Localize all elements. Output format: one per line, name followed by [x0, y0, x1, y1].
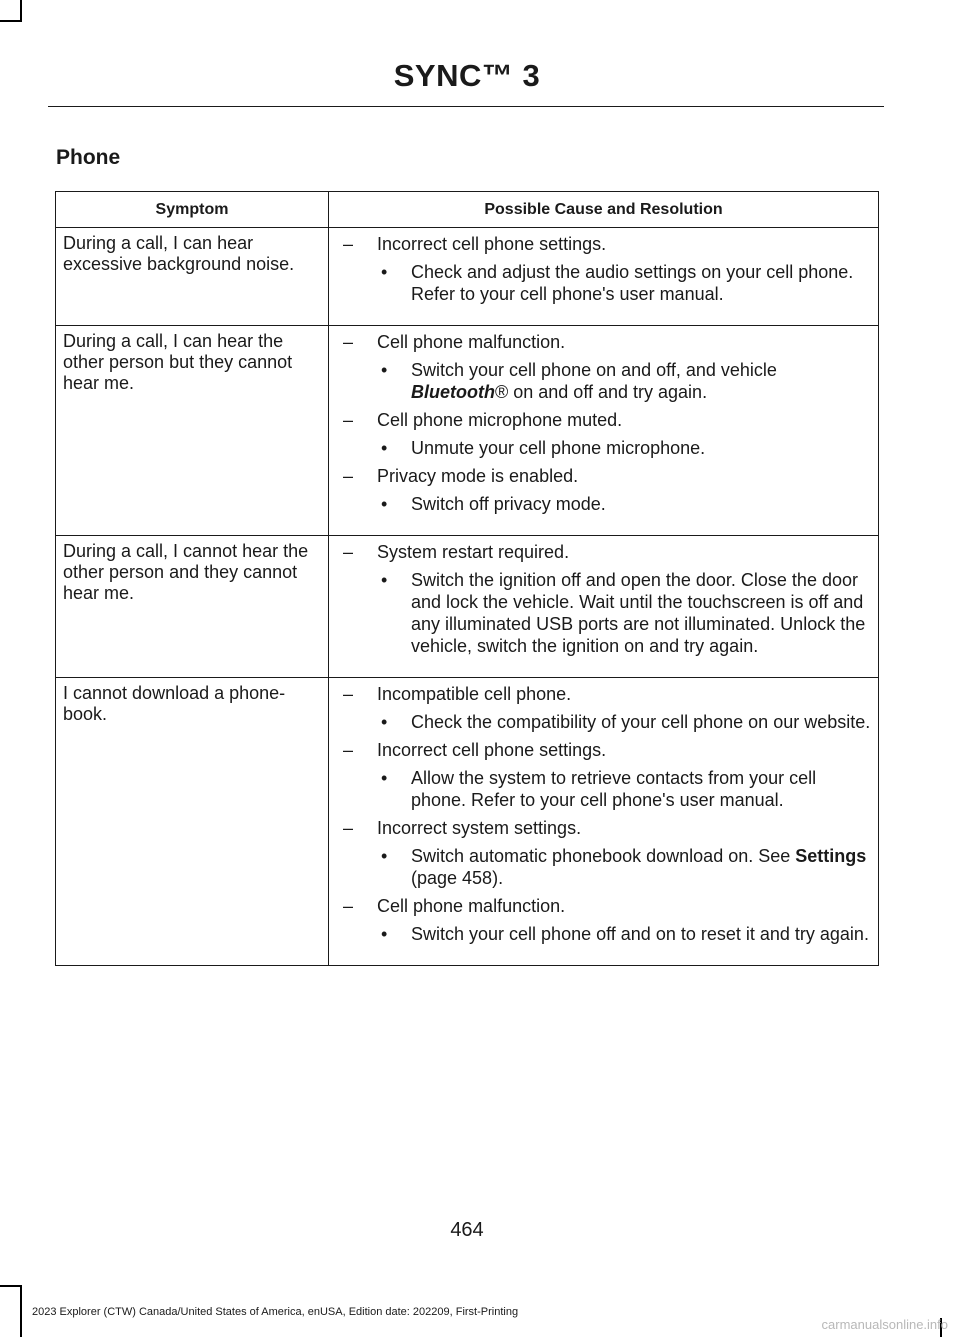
- troubleshooting-table: [55, 191, 879, 966]
- resolution-text: Unmute your cell phone microphone.: [411, 438, 706, 458]
- dash-marker: –: [343, 740, 354, 760]
- resolution-text: [411, 359, 872, 403]
- cause-cell: [329, 536, 879, 678]
- bluetooth-term: Bluetooth: [411, 382, 495, 402]
- dash-marker: –: [343, 542, 354, 562]
- resolution-item: [377, 711, 872, 733]
- table-row: [56, 228, 879, 326]
- column-header-symptom: Symptom: [56, 192, 329, 228]
- resolution-text-post: ® on and off and try again.: [494, 382, 708, 402]
- symptom-cell: During a call, I can hear the other person but they cannot hear me.: [56, 326, 329, 536]
- dash-marker: –: [343, 234, 354, 254]
- cause-item: [343, 817, 872, 839]
- resolution-text: Allow the system to retrieve contacts from your cell phone. Refer to your cell phone's user manual.: [411, 768, 817, 810]
- column-header-cause: Possible Cause and Resolution: [329, 192, 879, 228]
- dash-marker: –: [343, 818, 354, 838]
- symptom-cell: During a call, I cannot hear the other person and they cannot hear me.: [56, 536, 329, 678]
- resolution-text-post: (page 458).: [411, 868, 504, 888]
- bullet-marker: •: [381, 570, 388, 590]
- crop-mark-top-left-h: [0, 20, 22, 22]
- cause-cell: [329, 326, 879, 536]
- table-header-row: [56, 192, 879, 228]
- crop-mark-top-left-v: [20, 0, 22, 22]
- cause-text: Incompatible cell phone.: [377, 684, 572, 704]
- table-row: [56, 536, 879, 678]
- resolution-text: Switch off privacy mode.: [411, 494, 606, 514]
- cause-text: Cell phone malfunction.: [377, 896, 566, 916]
- resolution-item: [377, 923, 872, 945]
- bullet-marker: •: [381, 924, 388, 944]
- cause-item: [343, 895, 872, 917]
- resolution-item: [377, 359, 872, 403]
- settings-cross-reference-link[interactable]: Settings: [795, 846, 867, 866]
- cause-item: [343, 541, 872, 563]
- symptom-cell: During a call, I can hear excessive background noise.: [56, 228, 329, 326]
- cause-item: [343, 683, 872, 705]
- resolution-item: [377, 845, 872, 889]
- cause-text: System restart required.: [377, 542, 570, 562]
- cause-item: [343, 233, 872, 255]
- cause-text: Privacy mode is enabled.: [377, 466, 579, 486]
- resolution-text: Switch the ignition off and open the door. Close the door and lock the vehicle. Wait until the touchscreen is off and any illuminated USB ports are not illuminated. Unlock the vehicle, switch the ignition on and try again.: [411, 570, 866, 656]
- dash-marker: –: [343, 332, 354, 352]
- crop-mark-bottom-left-v: [20, 1285, 22, 1337]
- running-header-title: SYNC™ 3: [393, 58, 541, 93]
- header-rule: [48, 106, 884, 107]
- resolution-item: [377, 569, 872, 657]
- crop-mark-bottom-left-h: [0, 1285, 22, 1287]
- cause-cell: [329, 678, 879, 966]
- dash-marker: –: [343, 896, 354, 916]
- bullet-marker: •: [381, 846, 388, 866]
- section-title: Phone: [56, 146, 121, 169]
- watermark: carmanualsonline.info: [821, 1317, 948, 1332]
- cause-text: Incorrect cell phone settings.: [377, 234, 607, 254]
- resolution-item: [377, 261, 872, 305]
- resolution-item: [377, 437, 872, 459]
- resolution-text: [411, 845, 872, 889]
- resolution-text: Check and adjust the audio settings on your cell phone. Refer to your cell phone's user manual.: [411, 262, 854, 304]
- edition-footer: 2023 Explorer (CTW) Canada/United States of America, enUSA, Edition date: 202209, First-Printing: [32, 1306, 519, 1318]
- cause-item: [343, 465, 872, 487]
- symptom-cell: I cannot download a phone-book.: [56, 678, 329, 966]
- cause-text: Cell phone malfunction.: [377, 332, 566, 352]
- bullet-marker: •: [381, 494, 388, 514]
- cause-text: Cell phone microphone muted.: [377, 410, 623, 430]
- resolution-text-pre: Switch your cell phone on and off, and vehicle: [411, 360, 777, 380]
- bullet-marker: •: [381, 262, 388, 282]
- page-number: 464: [450, 1219, 484, 1241]
- bullet-marker: •: [381, 712, 388, 732]
- cause-item: [343, 739, 872, 761]
- bullet-marker: •: [381, 438, 388, 458]
- resolution-item: [377, 493, 872, 515]
- cause-text: Incorrect cell phone settings.: [377, 740, 607, 760]
- table-row: [56, 326, 879, 536]
- cause-text: Incorrect system settings.: [377, 818, 582, 838]
- resolution-text-pre: Switch automatic phonebook download on. See: [411, 846, 796, 866]
- resolution-item: [377, 767, 872, 811]
- cause-item: [343, 409, 872, 431]
- table-row: [56, 678, 879, 966]
- bullet-marker: •: [381, 768, 388, 788]
- dash-marker: –: [343, 410, 354, 430]
- cause-item: [343, 331, 872, 353]
- resolution-text: Check the compatibility of your cell phone on our website.: [411, 712, 871, 732]
- cause-cell: [329, 228, 879, 326]
- resolution-text: Switch your cell phone off and on to reset it and try again.: [411, 924, 869, 944]
- bullet-marker: •: [381, 360, 388, 380]
- dash-marker: –: [343, 466, 354, 486]
- dash-marker: –: [343, 684, 354, 704]
